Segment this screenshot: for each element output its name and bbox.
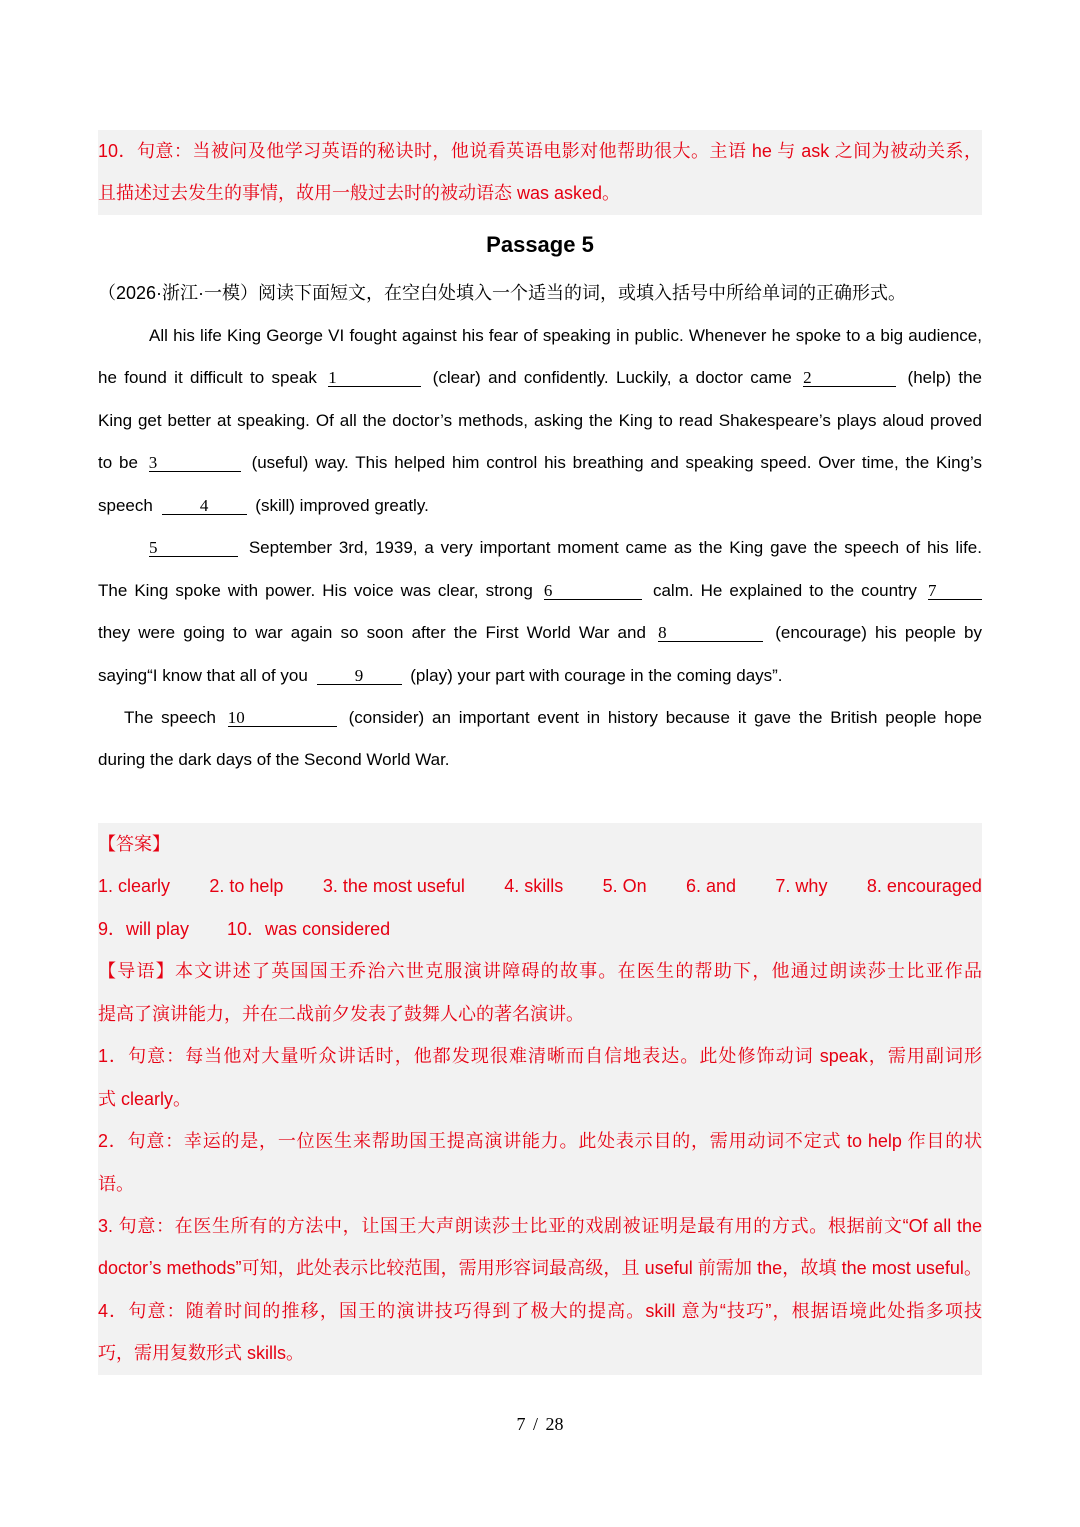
explanation-line: 10．句意：当被问及他学习英语的秘诀时，他说看英语电影对他帮助很大。主语 he 与 ask 之间为被动关系， xyxy=(98,141,982,161)
answer-key-row xyxy=(98,865,982,907)
fill-in-blank-3: 3 xyxy=(149,455,241,472)
passage-line xyxy=(98,315,982,357)
answer-key-item: 5. On xyxy=(602,876,647,897)
passage-text: The King spoke with power. His voice was clear, strong xyxy=(98,580,533,600)
passage-text: King get better at speaking. Of all the doctor’s methods, asking the King to read Shakespeare’s plays aloud proved xyxy=(98,410,982,430)
answer-heading: 【答案】 xyxy=(98,834,170,854)
passage-line xyxy=(98,612,982,654)
passage-line xyxy=(98,442,982,484)
passage-text: (consider) an important event in history because it gave the British people hope xyxy=(348,707,982,727)
lead-text: 本文讲述了英国国王乔治六世克服演讲障碍的故事。在医生的帮助下，他通过朗读莎士比亚作品 xyxy=(174,961,982,982)
fill-in-blank-4: 4 xyxy=(162,498,247,515)
explanation-line: 4．句意：随着时间的推移，国王的演讲技巧得到了极大的提高。skill 意为“技巧”，根据语境此处指多项技 xyxy=(98,1300,982,1321)
passage-text: September 3rd, 1939, a very important moment came as the King gave the speech of his life. xyxy=(248,538,982,558)
passage-text: (skill) improved greatly. xyxy=(255,495,429,515)
passage-text: (clear) and confidently. Luckily, a doctor came xyxy=(432,368,792,388)
passage-text: The speech xyxy=(124,707,216,727)
passage-text: saying“I know that all of you xyxy=(98,665,308,685)
passage-paragraph-2 xyxy=(98,527,982,697)
answer-key-item: 8. encouraged xyxy=(866,876,982,897)
passage-text: (help) the xyxy=(907,368,982,388)
answer-key-item: 4. skills xyxy=(504,876,564,897)
passage-line xyxy=(98,527,982,569)
page-number: 7 / 28 xyxy=(516,1414,564,1434)
answer-key-item: 2. to help xyxy=(209,876,284,897)
passage-text: (useful) way. This helped him control his breathing and speaking speed. Over time, the King’s xyxy=(251,453,982,473)
fill-in-blank-9: 9 xyxy=(317,668,402,685)
fill-in-blank-8: 8 xyxy=(658,625,763,642)
answer-box xyxy=(98,823,982,1375)
explanation-line: 巧，需用复数形式 skills。 xyxy=(98,1343,304,1364)
passage-text: speech xyxy=(98,495,153,515)
answer-key-row xyxy=(98,908,982,950)
explanation-line: 2．句意：幸运的是，一位医生来帮助国王提高演讲能力。此处表示目的，需用动词不定式 to help 作目的状 xyxy=(98,1131,982,1152)
passage-paragraph-3 xyxy=(98,697,982,782)
explanation-line: 且描述过去发生的事情，故用一般过去时的被动语态 was asked。 xyxy=(98,183,621,204)
passage-body xyxy=(98,315,982,782)
answer-key-item: 7. why xyxy=(775,876,828,897)
passage-text: he found it difficult to speak xyxy=(98,368,317,388)
fill-in-blank-2: 2 xyxy=(803,370,896,387)
fill-in-blank-5: 5 xyxy=(149,540,238,557)
passage-line xyxy=(98,357,982,399)
explanation-line: 3. 句意：在医生所有的方法中，让国王大声朗读莎士比亚的戏剧被证明是最有用的方式。根据前文“Of all the xyxy=(98,1215,982,1236)
explanation-line: 1．句意：每当他对大量听众讲话时，他都发现很难清晰而自信地表达。此处修饰动词 speak，需用副词形 xyxy=(98,1046,982,1067)
passage-line xyxy=(98,697,982,739)
passage-line xyxy=(98,485,982,527)
passage-text: they were going to war again so soon after the First World War and xyxy=(98,623,646,643)
passage-text: All his life King George VI fought against his fear of speaking in public. Whenever he spoke to a big audience, xyxy=(149,326,982,345)
passage-line xyxy=(98,655,982,697)
fill-in-blank-10: 10 xyxy=(228,710,337,727)
explanation-line: doctor’s methods”可知，此处表示比较范围，需用形容词最高级，且 useful 前需加 the，故填 the most useful。 xyxy=(98,1258,982,1279)
lead-line xyxy=(98,993,982,1035)
answer-key-item: 9．will play xyxy=(98,918,190,939)
passage-title: Passage 5 xyxy=(486,232,594,257)
passage-text: to be xyxy=(98,453,138,473)
lead-label: 【导语】 xyxy=(98,961,175,982)
explanation-line: 式 clearly。 xyxy=(98,1088,192,1109)
passage-text: (play) your part with courage in the coming days”. xyxy=(410,665,783,685)
answer-key-item: 3. the most useful xyxy=(322,876,465,897)
explanation-line: 语。 xyxy=(98,1173,134,1194)
passage-text: during the dark days of the Second World War. xyxy=(98,750,450,770)
passage-paragraph-1 xyxy=(98,315,982,527)
previous-explanation-box xyxy=(98,130,982,215)
fill-in-blank-1: 1 xyxy=(328,370,421,387)
lead-line xyxy=(98,950,982,992)
answer-key-item: 10．was considered xyxy=(227,918,391,939)
answer-key-item: 6. and xyxy=(686,876,737,897)
fill-in-blank-7: 7 xyxy=(928,583,982,600)
passage-instruction: （2026·浙江·一模）阅读下面短文，在空白处填入一个适当的词，或填入括号中所给单词的正确形式。 xyxy=(98,283,907,303)
passage-line xyxy=(98,400,982,442)
passage-text: calm. He explained to the country xyxy=(652,580,917,600)
fill-in-blank-6: 6 xyxy=(544,583,642,600)
passage-text: (encourage) his people by xyxy=(775,623,982,643)
passage-line xyxy=(98,739,982,781)
answer-key-item: 1. clearly xyxy=(98,876,171,897)
lead-text: 提高了演讲能力，并在二战前夕发表了鼓舞人心的著名演讲。 xyxy=(98,1003,584,1024)
passage-line xyxy=(98,570,982,612)
